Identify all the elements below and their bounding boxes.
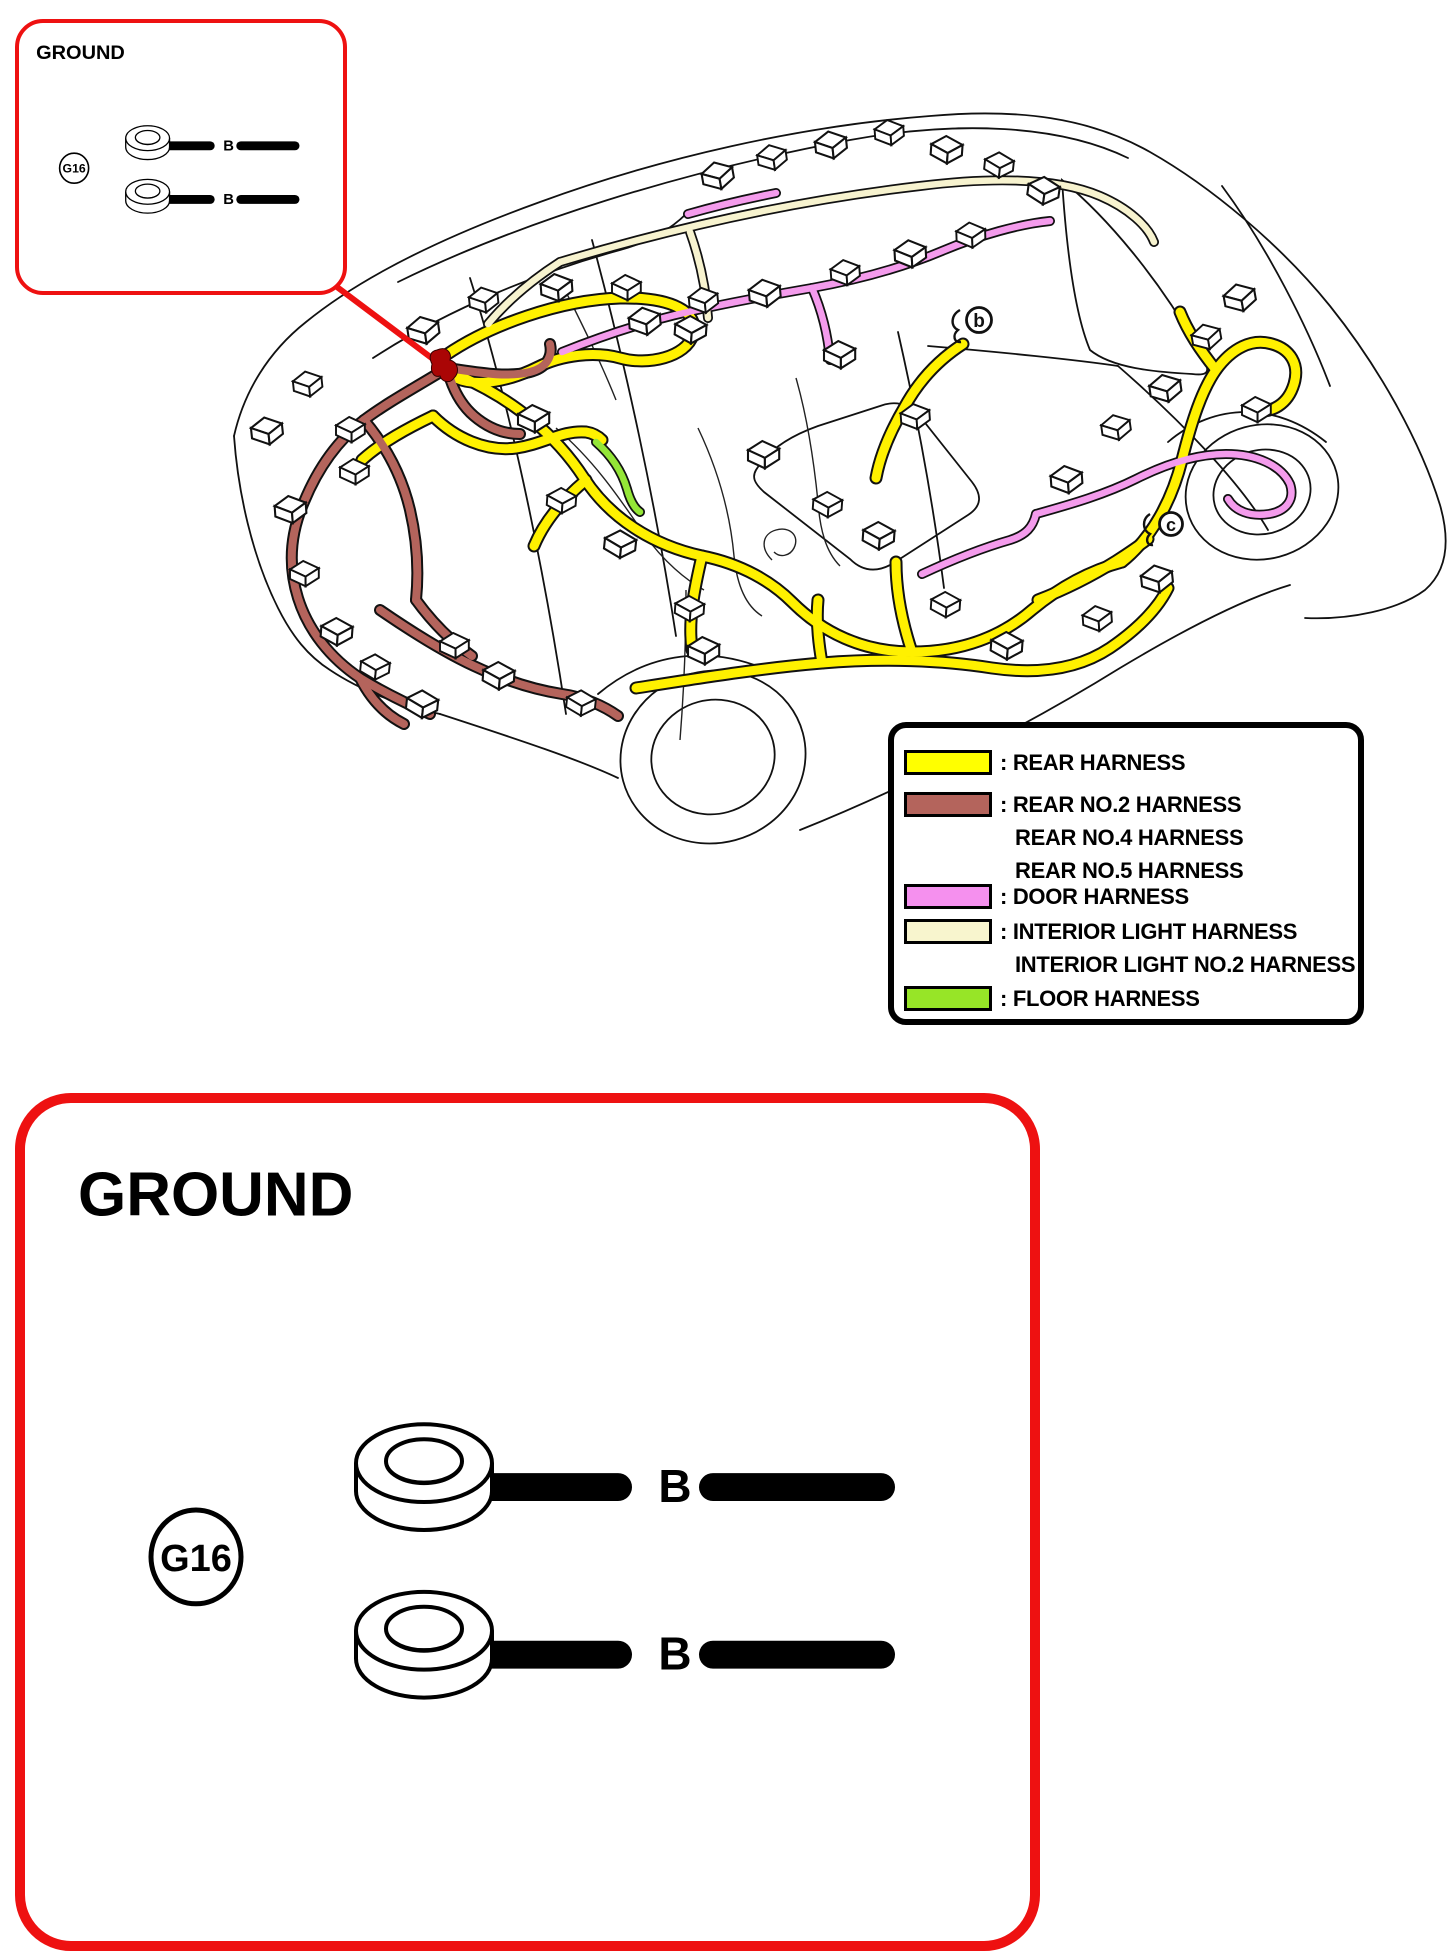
ground-callout-box-large (15, 1093, 1040, 1951)
legend-label: REAR NO.4 HARNESS (1015, 825, 1244, 850)
legend-swatch-rear-harness (904, 750, 992, 775)
legend-label: REAR NO.5 HARNESS (1015, 858, 1244, 883)
harness-color-legend (888, 722, 1364, 1025)
rear-wheel (1170, 407, 1353, 576)
legend-label: : INTERIOR LIGHT HARNESS (1000, 919, 1298, 944)
location-label-b (953, 308, 992, 343)
ground-title: GROUND (78, 1160, 354, 1230)
legend-label: : DOOR HARNESS (1000, 884, 1189, 909)
wire-color-label: B (223, 192, 234, 209)
floor-panel (754, 403, 979, 569)
ground-title: GROUND (36, 42, 125, 65)
legend-label: : FLOOR HARNESS (1000, 986, 1200, 1011)
legend-swatch-floor-harness (904, 986, 992, 1011)
wire-color-label: B (658, 1460, 692, 1513)
ground-terminal-row (356, 1424, 881, 1530)
front-wheel-rim (638, 686, 787, 828)
legend-label: : REAR HARNESS (1000, 750, 1186, 775)
rear-deck-line (1118, 366, 1268, 530)
wire-color-label: B (658, 1627, 692, 1680)
ground-callout-content-small (19, 23, 343, 291)
ground-id-label: G16 (62, 161, 86, 176)
ground-terminal-row (126, 126, 295, 160)
ground-id-label: G16 (160, 1537, 232, 1580)
wire-color-label: B (223, 138, 234, 155)
label-c-letter: c (1165, 515, 1177, 535)
front-fender-edge (234, 436, 440, 714)
ground-callout-content-large (25, 1103, 1030, 1941)
rear-glass (1062, 180, 1207, 374)
ground-terminal-row (356, 1592, 881, 1698)
label-b-letter: b (973, 311, 985, 332)
legend-label: : REAR NO.2 HARNESS (1000, 792, 1242, 817)
ground-terminal-row (126, 179, 295, 213)
legend-swatch-door-harness (904, 884, 992, 909)
legend-label: INTERIOR LIGHT NO.2 HARNESS (1015, 952, 1356, 977)
ground-callout-leader (337, 287, 457, 382)
legend-swatch-rear-no2-harness (904, 792, 992, 817)
legend-swatch-interior-light-harness (904, 919, 992, 944)
front-lower-edge (440, 714, 618, 778)
label-b-hook (953, 310, 961, 342)
ground-callout-box-small (15, 19, 347, 295)
